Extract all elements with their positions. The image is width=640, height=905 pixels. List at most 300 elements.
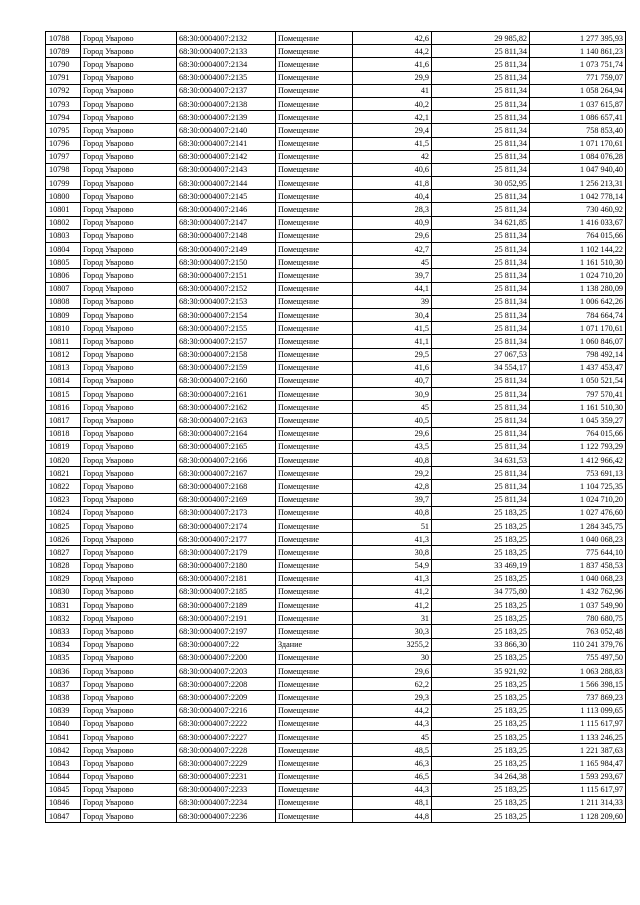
area-cell: 42,7: [353, 243, 432, 256]
area-cell: 29,4: [353, 124, 432, 137]
table-row: [46, 427, 626, 440]
object-type-cell: Помещение: [276, 691, 353, 704]
specific-value-cell: 34 775,80: [432, 585, 530, 598]
row-number-cell: 10845: [46, 783, 81, 796]
table-row: [46, 638, 626, 651]
table-row: [46, 744, 626, 757]
object-type-cell: Помещение: [276, 454, 353, 467]
municipality-cell: Город Уварово: [81, 638, 177, 651]
cadastral-value-cell: 1 071 170,61: [530, 322, 626, 335]
specific-value-cell: 25 183,25: [432, 757, 530, 770]
cadastral-value-cell: 1 416 033,67: [530, 216, 626, 229]
row-number-cell: 10820: [46, 454, 81, 467]
row-number-cell: 10805: [46, 256, 81, 269]
cadastral-number-cell: 68:30:0004007:2181: [177, 572, 276, 585]
specific-value-cell: 25 183,25: [432, 546, 530, 559]
area-cell: 46,3: [353, 757, 432, 770]
object-type-cell: Помещение: [276, 124, 353, 137]
municipality-cell: Город Уварово: [81, 506, 177, 519]
table-row: [46, 111, 626, 124]
table-row: [46, 45, 626, 58]
cadastral-value-cell: 1 128 209,60: [530, 810, 626, 823]
cadastral-value-cell: 1 006 642,26: [530, 295, 626, 308]
row-number-cell: 10813: [46, 361, 81, 374]
specific-value-cell: 25 811,34: [432, 282, 530, 295]
area-cell: 44,1: [353, 282, 432, 295]
table-row: [46, 84, 626, 97]
specific-value-cell: 25 811,34: [432, 163, 530, 176]
area-cell: 30,4: [353, 308, 432, 321]
area-cell: 40,2: [353, 97, 432, 110]
table-row: [46, 717, 626, 730]
table-row: [46, 757, 626, 770]
object-type-cell: Помещение: [276, 348, 353, 361]
object-type-cell: Помещение: [276, 282, 353, 295]
table-row: [46, 97, 626, 110]
object-type-cell: Помещение: [276, 58, 353, 71]
municipality-cell: Город Уварово: [81, 256, 177, 269]
area-cell: 41,6: [353, 361, 432, 374]
row-number-cell: 10838: [46, 691, 81, 704]
area-cell: 45: [353, 730, 432, 743]
area-cell: 41: [353, 84, 432, 97]
cadastral-value-cell: 1 161 510,30: [530, 401, 626, 414]
municipality-cell: Город Уварово: [81, 810, 177, 823]
cadastral-number-cell: 68:30:0004007:2142: [177, 150, 276, 163]
municipality-cell: Город Уварово: [81, 295, 177, 308]
area-cell: 40,9: [353, 216, 432, 229]
cadastral-value-cell: 797 570,41: [530, 388, 626, 401]
object-type-cell: Помещение: [276, 335, 353, 348]
area-cell: 42,1: [353, 111, 432, 124]
specific-value-cell: 25 811,34: [432, 203, 530, 216]
area-cell: 40,7: [353, 374, 432, 387]
table-row: [46, 361, 626, 374]
object-type-cell: Помещение: [276, 361, 353, 374]
table-row: [46, 124, 626, 137]
cadastral-number-cell: 68:30:0004007:2153: [177, 295, 276, 308]
object-type-cell: Помещение: [276, 322, 353, 335]
table-row: [46, 454, 626, 467]
row-number-cell: 10836: [46, 665, 81, 678]
cadastral-value-cell: 1 037 615,87: [530, 97, 626, 110]
cadastral-value-cell: 1 104 725,35: [530, 480, 626, 493]
cadastral-value-cell: 755 497,50: [530, 651, 626, 664]
row-number-cell: 10841: [46, 730, 81, 743]
specific-value-cell: 25 183,25: [432, 744, 530, 757]
table-row: [46, 651, 626, 664]
object-type-cell: Помещение: [276, 177, 353, 190]
cadastral-number-cell: 68:30:0004007:2144: [177, 177, 276, 190]
cadastral-number-cell: 68:30:0004007:2174: [177, 519, 276, 532]
specific-value-cell: 25 811,34: [432, 84, 530, 97]
object-type-cell: Помещение: [276, 111, 353, 124]
cadastral-value-cell: 1 027 476,60: [530, 506, 626, 519]
row-number-cell: 10818: [46, 427, 81, 440]
cadastral-value-cell: 1 140 861,23: [530, 45, 626, 58]
municipality-cell: Город Уварово: [81, 757, 177, 770]
object-type-cell: Помещение: [276, 163, 353, 176]
cadastral-value-cell: 1 412 966,42: [530, 454, 626, 467]
row-number-cell: 10847: [46, 810, 81, 823]
municipality-cell: Город Уварово: [81, 137, 177, 150]
specific-value-cell: 25 183,25: [432, 678, 530, 691]
object-type-cell: Помещение: [276, 651, 353, 664]
cadastral-number-cell: 68:30:0004007:2168: [177, 480, 276, 493]
cadastral-number-cell: 68:30:0004007:2137: [177, 84, 276, 97]
row-number-cell: 10809: [46, 308, 81, 321]
municipality-cell: Город Уварово: [81, 32, 177, 45]
object-type-cell: Помещение: [276, 599, 353, 612]
table-row: [46, 546, 626, 559]
object-type-cell: Помещение: [276, 295, 353, 308]
cadastral-number-cell: 68:30:0004007:2167: [177, 467, 276, 480]
table-row: [46, 810, 626, 823]
specific-value-cell: 25 811,34: [432, 243, 530, 256]
area-cell: 41,3: [353, 533, 432, 546]
cadastral-number-cell: 68:30:0004007:2162: [177, 401, 276, 414]
cadastral-value-cell: 1 060 846,07: [530, 335, 626, 348]
row-number-cell: 10796: [46, 137, 81, 150]
cadastral-value-cell: 1 432 762,96: [530, 585, 626, 598]
cadastral-number-cell: 68:30:0004007:2203: [177, 665, 276, 678]
object-type-cell: Помещение: [276, 783, 353, 796]
specific-value-cell: 25 811,34: [432, 137, 530, 150]
area-cell: 39,7: [353, 493, 432, 506]
cadastral-number-cell: 68:30:0004007:2145: [177, 190, 276, 203]
row-number-cell: 10789: [46, 45, 81, 58]
municipality-cell: Город Уварово: [81, 58, 177, 71]
object-type-cell: Помещение: [276, 203, 353, 216]
row-number-cell: 10788: [46, 32, 81, 45]
table-row: [46, 137, 626, 150]
object-type-cell: Помещение: [276, 665, 353, 678]
row-number-cell: 10824: [46, 506, 81, 519]
area-cell: 43,5: [353, 440, 432, 453]
cadastral-number-cell: 68:30:0004007:2133: [177, 45, 276, 58]
cadastral-number-cell: 68:30:0004007:2134: [177, 58, 276, 71]
specific-value-cell: 25 811,34: [432, 401, 530, 414]
table-row: [46, 414, 626, 427]
municipality-cell: Город Уварово: [81, 730, 177, 743]
cadastral-value-cell: 1 084 076,28: [530, 150, 626, 163]
row-number-cell: 10801: [46, 203, 81, 216]
object-type-cell: Помещение: [276, 546, 353, 559]
specific-value-cell: 29 985,82: [432, 32, 530, 45]
area-cell: 39,7: [353, 269, 432, 282]
cadastral-value-cell: 1 221 387,63: [530, 744, 626, 757]
cadastral-number-cell: 68:30:0004007:22: [177, 638, 276, 651]
row-number-cell: 10817: [46, 414, 81, 427]
specific-value-cell: 34 264,38: [432, 770, 530, 783]
row-number-cell: 10833: [46, 625, 81, 638]
specific-value-cell: 25 811,34: [432, 150, 530, 163]
area-cell: 40,8: [353, 454, 432, 467]
row-number-cell: 10799: [46, 177, 81, 190]
specific-value-cell: 25 811,34: [432, 58, 530, 71]
area-cell: 29,6: [353, 229, 432, 242]
area-cell: 29,2: [353, 467, 432, 480]
row-number-cell: 10797: [46, 150, 81, 163]
area-cell: 46,5: [353, 770, 432, 783]
specific-value-cell: 25 183,25: [432, 519, 530, 532]
municipality-cell: Город Уварово: [81, 572, 177, 585]
municipality-cell: Город Уварово: [81, 111, 177, 124]
municipality-cell: Город Уварово: [81, 519, 177, 532]
municipality-cell: Город Уварово: [81, 414, 177, 427]
table-row: [46, 388, 626, 401]
area-cell: 44,2: [353, 45, 432, 58]
area-cell: 39: [353, 295, 432, 308]
cadastral-number-cell: 68:30:0004007:2166: [177, 454, 276, 467]
cadastral-number-cell: 68:30:0004007:2209: [177, 691, 276, 704]
specific-value-cell: 34 621,85: [432, 216, 530, 229]
specific-value-cell: 25 811,34: [432, 480, 530, 493]
cadastral-value-cell: 1 593 293,67: [530, 770, 626, 783]
area-cell: 40,8: [353, 506, 432, 519]
row-number-cell: 10828: [46, 559, 81, 572]
object-type-cell: Помещение: [276, 401, 353, 414]
municipality-cell: Город Уварово: [81, 691, 177, 704]
municipality-cell: Город Уварово: [81, 216, 177, 229]
area-cell: 41,3: [353, 572, 432, 585]
cadastral-value-cell: 1 047 940,40: [530, 163, 626, 176]
table-row: [46, 533, 626, 546]
table-row: [46, 32, 626, 45]
specific-value-cell: 25 811,34: [432, 322, 530, 335]
specific-value-cell: 25 811,34: [432, 440, 530, 453]
table-row: [46, 229, 626, 242]
table-row: [46, 71, 626, 84]
area-cell: 62,2: [353, 678, 432, 691]
municipality-cell: Город Уварово: [81, 783, 177, 796]
municipality-cell: Город Уварово: [81, 493, 177, 506]
municipality-cell: Город Уварово: [81, 282, 177, 295]
object-type-cell: Помещение: [276, 704, 353, 717]
table-row: [46, 322, 626, 335]
cadastral-number-cell: 68:30:0004007:2173: [177, 506, 276, 519]
cadastral-number-cell: 68:30:0004007:2139: [177, 111, 276, 124]
table-row: [46, 559, 626, 572]
row-number-cell: 10821: [46, 467, 81, 480]
municipality-cell: Город Уварово: [81, 651, 177, 664]
object-type-cell: Помещение: [276, 730, 353, 743]
object-type-cell: Помещение: [276, 559, 353, 572]
specific-value-cell: 25 811,34: [432, 269, 530, 282]
cadastral-value-cell: 798 492,14: [530, 348, 626, 361]
table-row: [46, 374, 626, 387]
specific-value-cell: 34 554,17: [432, 361, 530, 374]
table-row: [46, 691, 626, 704]
municipality-cell: Город Уварово: [81, 744, 177, 757]
area-cell: 41,5: [353, 137, 432, 150]
table-row: [46, 401, 626, 414]
cadastral-number-cell: 68:30:0004007:2159: [177, 361, 276, 374]
cadastral-value-cell: 1 122 793,29: [530, 440, 626, 453]
specific-value-cell: 25 183,25: [432, 612, 530, 625]
cadastral-value-cell: 1 024 710,20: [530, 493, 626, 506]
cadastral-number-cell: 68:30:0004007:2150: [177, 256, 276, 269]
cadastral-value-cell: 1 073 751,74: [530, 58, 626, 71]
cadastral-value-cell: 1 138 280,09: [530, 282, 626, 295]
object-type-cell: Помещение: [276, 533, 353, 546]
municipality-cell: Город Уварово: [81, 480, 177, 493]
table-row: [46, 163, 626, 176]
cadastral-number-cell: 68:30:0004007:2189: [177, 599, 276, 612]
table-row: [46, 783, 626, 796]
object-type-cell: Помещение: [276, 612, 353, 625]
municipality-cell: Город Уварово: [81, 770, 177, 783]
cadastral-number-cell: 68:30:0004007:2208: [177, 678, 276, 691]
area-cell: 42,6: [353, 32, 432, 45]
cadastral-value-cell: 780 680,75: [530, 612, 626, 625]
table-row: [46, 269, 626, 282]
table-row: [46, 665, 626, 678]
row-number-cell: 10827: [46, 546, 81, 559]
table-row: [46, 243, 626, 256]
cadastral-value-cell: 1 045 359,27: [530, 414, 626, 427]
specific-value-cell: 25 811,34: [432, 308, 530, 321]
cadastral-number-cell: 68:30:0004007:2234: [177, 796, 276, 809]
area-cell: 30,3: [353, 625, 432, 638]
cadastral-number-cell: 68:30:0004007:2231: [177, 770, 276, 783]
cadastral-value-cell: 737 869,23: [530, 691, 626, 704]
table-row: [46, 440, 626, 453]
object-type-cell: Помещение: [276, 374, 353, 387]
cadastral-number-cell: 68:30:0004007:2151: [177, 269, 276, 282]
area-cell: 29,5: [353, 348, 432, 361]
municipality-cell: Город Уварово: [81, 308, 177, 321]
specific-value-cell: 25 811,34: [432, 45, 530, 58]
specific-value-cell: 25 811,34: [432, 229, 530, 242]
specific-value-cell: 25 811,34: [432, 427, 530, 440]
row-number-cell: 10837: [46, 678, 81, 691]
municipality-cell: Город Уварово: [81, 388, 177, 401]
municipality-cell: Город Уварово: [81, 533, 177, 546]
object-type-cell: Помещение: [276, 243, 353, 256]
cadastral-value-cell: 753 691,13: [530, 467, 626, 480]
object-type-cell: Помещение: [276, 717, 353, 730]
cadastral-number-cell: 68:30:0004007:2149: [177, 243, 276, 256]
area-cell: 44,3: [353, 717, 432, 730]
cadastral-number-cell: 68:30:0004007:2165: [177, 440, 276, 453]
object-type-cell: Помещение: [276, 506, 353, 519]
specific-value-cell: 35 921,92: [432, 665, 530, 678]
row-number-cell: 10843: [46, 757, 81, 770]
row-number-cell: 10806: [46, 269, 81, 282]
municipality-cell: Город Уварово: [81, 348, 177, 361]
specific-value-cell: 25 183,25: [432, 717, 530, 730]
cadastral-value-cell: 1 256 213,31: [530, 177, 626, 190]
municipality-cell: Город Уварово: [81, 612, 177, 625]
cadastral-number-cell: 68:30:0004007:2143: [177, 163, 276, 176]
table-body: [46, 32, 626, 823]
object-type-cell: Помещение: [276, 414, 353, 427]
cadastral-number-cell: 68:30:0004007:2229: [177, 757, 276, 770]
object-type-cell: Помещение: [276, 493, 353, 506]
table-row: [46, 216, 626, 229]
cadastral-value-cell: 1 037 549,90: [530, 599, 626, 612]
object-type-cell: Помещение: [276, 97, 353, 110]
row-number-cell: 10826: [46, 533, 81, 546]
cadastral-value-cell: 1 165 984,47: [530, 757, 626, 770]
municipality-cell: Город Уварово: [81, 269, 177, 282]
specific-value-cell: 25 811,34: [432, 295, 530, 308]
municipality-cell: Город Уварово: [81, 203, 177, 216]
area-cell: 41,2: [353, 585, 432, 598]
specific-value-cell: 25 183,25: [432, 533, 530, 546]
data-table: [45, 31, 626, 823]
area-cell: 41,6: [353, 58, 432, 71]
table-row: [46, 295, 626, 308]
row-number-cell: 10835: [46, 651, 81, 664]
cadastral-number-cell: 68:30:0004007:2140: [177, 124, 276, 137]
table-row: [46, 308, 626, 321]
cadastral-number-cell: 68:30:0004007:2228: [177, 744, 276, 757]
municipality-cell: Город Уварово: [81, 374, 177, 387]
table-row: [46, 730, 626, 743]
municipality-cell: Город Уварово: [81, 427, 177, 440]
object-type-cell: Помещение: [276, 427, 353, 440]
area-cell: 54,9: [353, 559, 432, 572]
row-number-cell: 10814: [46, 374, 81, 387]
municipality-cell: Город Уварово: [81, 704, 177, 717]
area-cell: 30,8: [353, 546, 432, 559]
cadastral-number-cell: 68:30:0004007:2138: [177, 97, 276, 110]
row-number-cell: 10791: [46, 71, 81, 84]
municipality-cell: Город Уварово: [81, 717, 177, 730]
municipality-cell: Город Уварово: [81, 322, 177, 335]
specific-value-cell: 25 811,34: [432, 71, 530, 84]
specific-value-cell: 25 183,25: [432, 625, 530, 638]
cadastral-value-cell: 730 460,92: [530, 203, 626, 216]
cadastral-value-cell: 1 161 510,30: [530, 256, 626, 269]
municipality-cell: Город Уварово: [81, 796, 177, 809]
table-row: [46, 177, 626, 190]
cadastral-value-cell: 1 086 657,41: [530, 111, 626, 124]
row-number-cell: 10792: [46, 84, 81, 97]
area-cell: 30,9: [353, 388, 432, 401]
object-type-cell: Помещение: [276, 467, 353, 480]
specific-value-cell: 25 183,25: [432, 810, 530, 823]
cadastral-value-cell: 1 277 395,93: [530, 32, 626, 45]
table-row: [46, 480, 626, 493]
specific-value-cell: 33 469,19: [432, 559, 530, 572]
row-number-cell: 10798: [46, 163, 81, 176]
area-cell: 44,8: [353, 810, 432, 823]
municipality-cell: Город Уварово: [81, 163, 177, 176]
cadastral-value-cell: 763 052,48: [530, 625, 626, 638]
row-number-cell: 10790: [46, 58, 81, 71]
municipality-cell: Город Уварово: [81, 229, 177, 242]
area-cell: 29,3: [353, 691, 432, 704]
municipality-cell: Город Уварово: [81, 190, 177, 203]
row-number-cell: 10819: [46, 440, 81, 453]
row-number-cell: 10834: [46, 638, 81, 651]
specific-value-cell: 25 183,25: [432, 796, 530, 809]
object-type-cell: Помещение: [276, 84, 353, 97]
cadastral-value-cell: 1 063 288,83: [530, 665, 626, 678]
municipality-cell: Город Уварово: [81, 361, 177, 374]
object-type-cell: Помещение: [276, 744, 353, 757]
specific-value-cell: 25 183,25: [432, 651, 530, 664]
area-cell: 29,9: [353, 71, 432, 84]
object-type-cell: Помещение: [276, 256, 353, 269]
row-number-cell: 10804: [46, 243, 81, 256]
cadastral-value-cell: 784 664,74: [530, 308, 626, 321]
specific-value-cell: 25 183,25: [432, 506, 530, 519]
cadastral-number-cell: 68:30:0004007:2164: [177, 427, 276, 440]
